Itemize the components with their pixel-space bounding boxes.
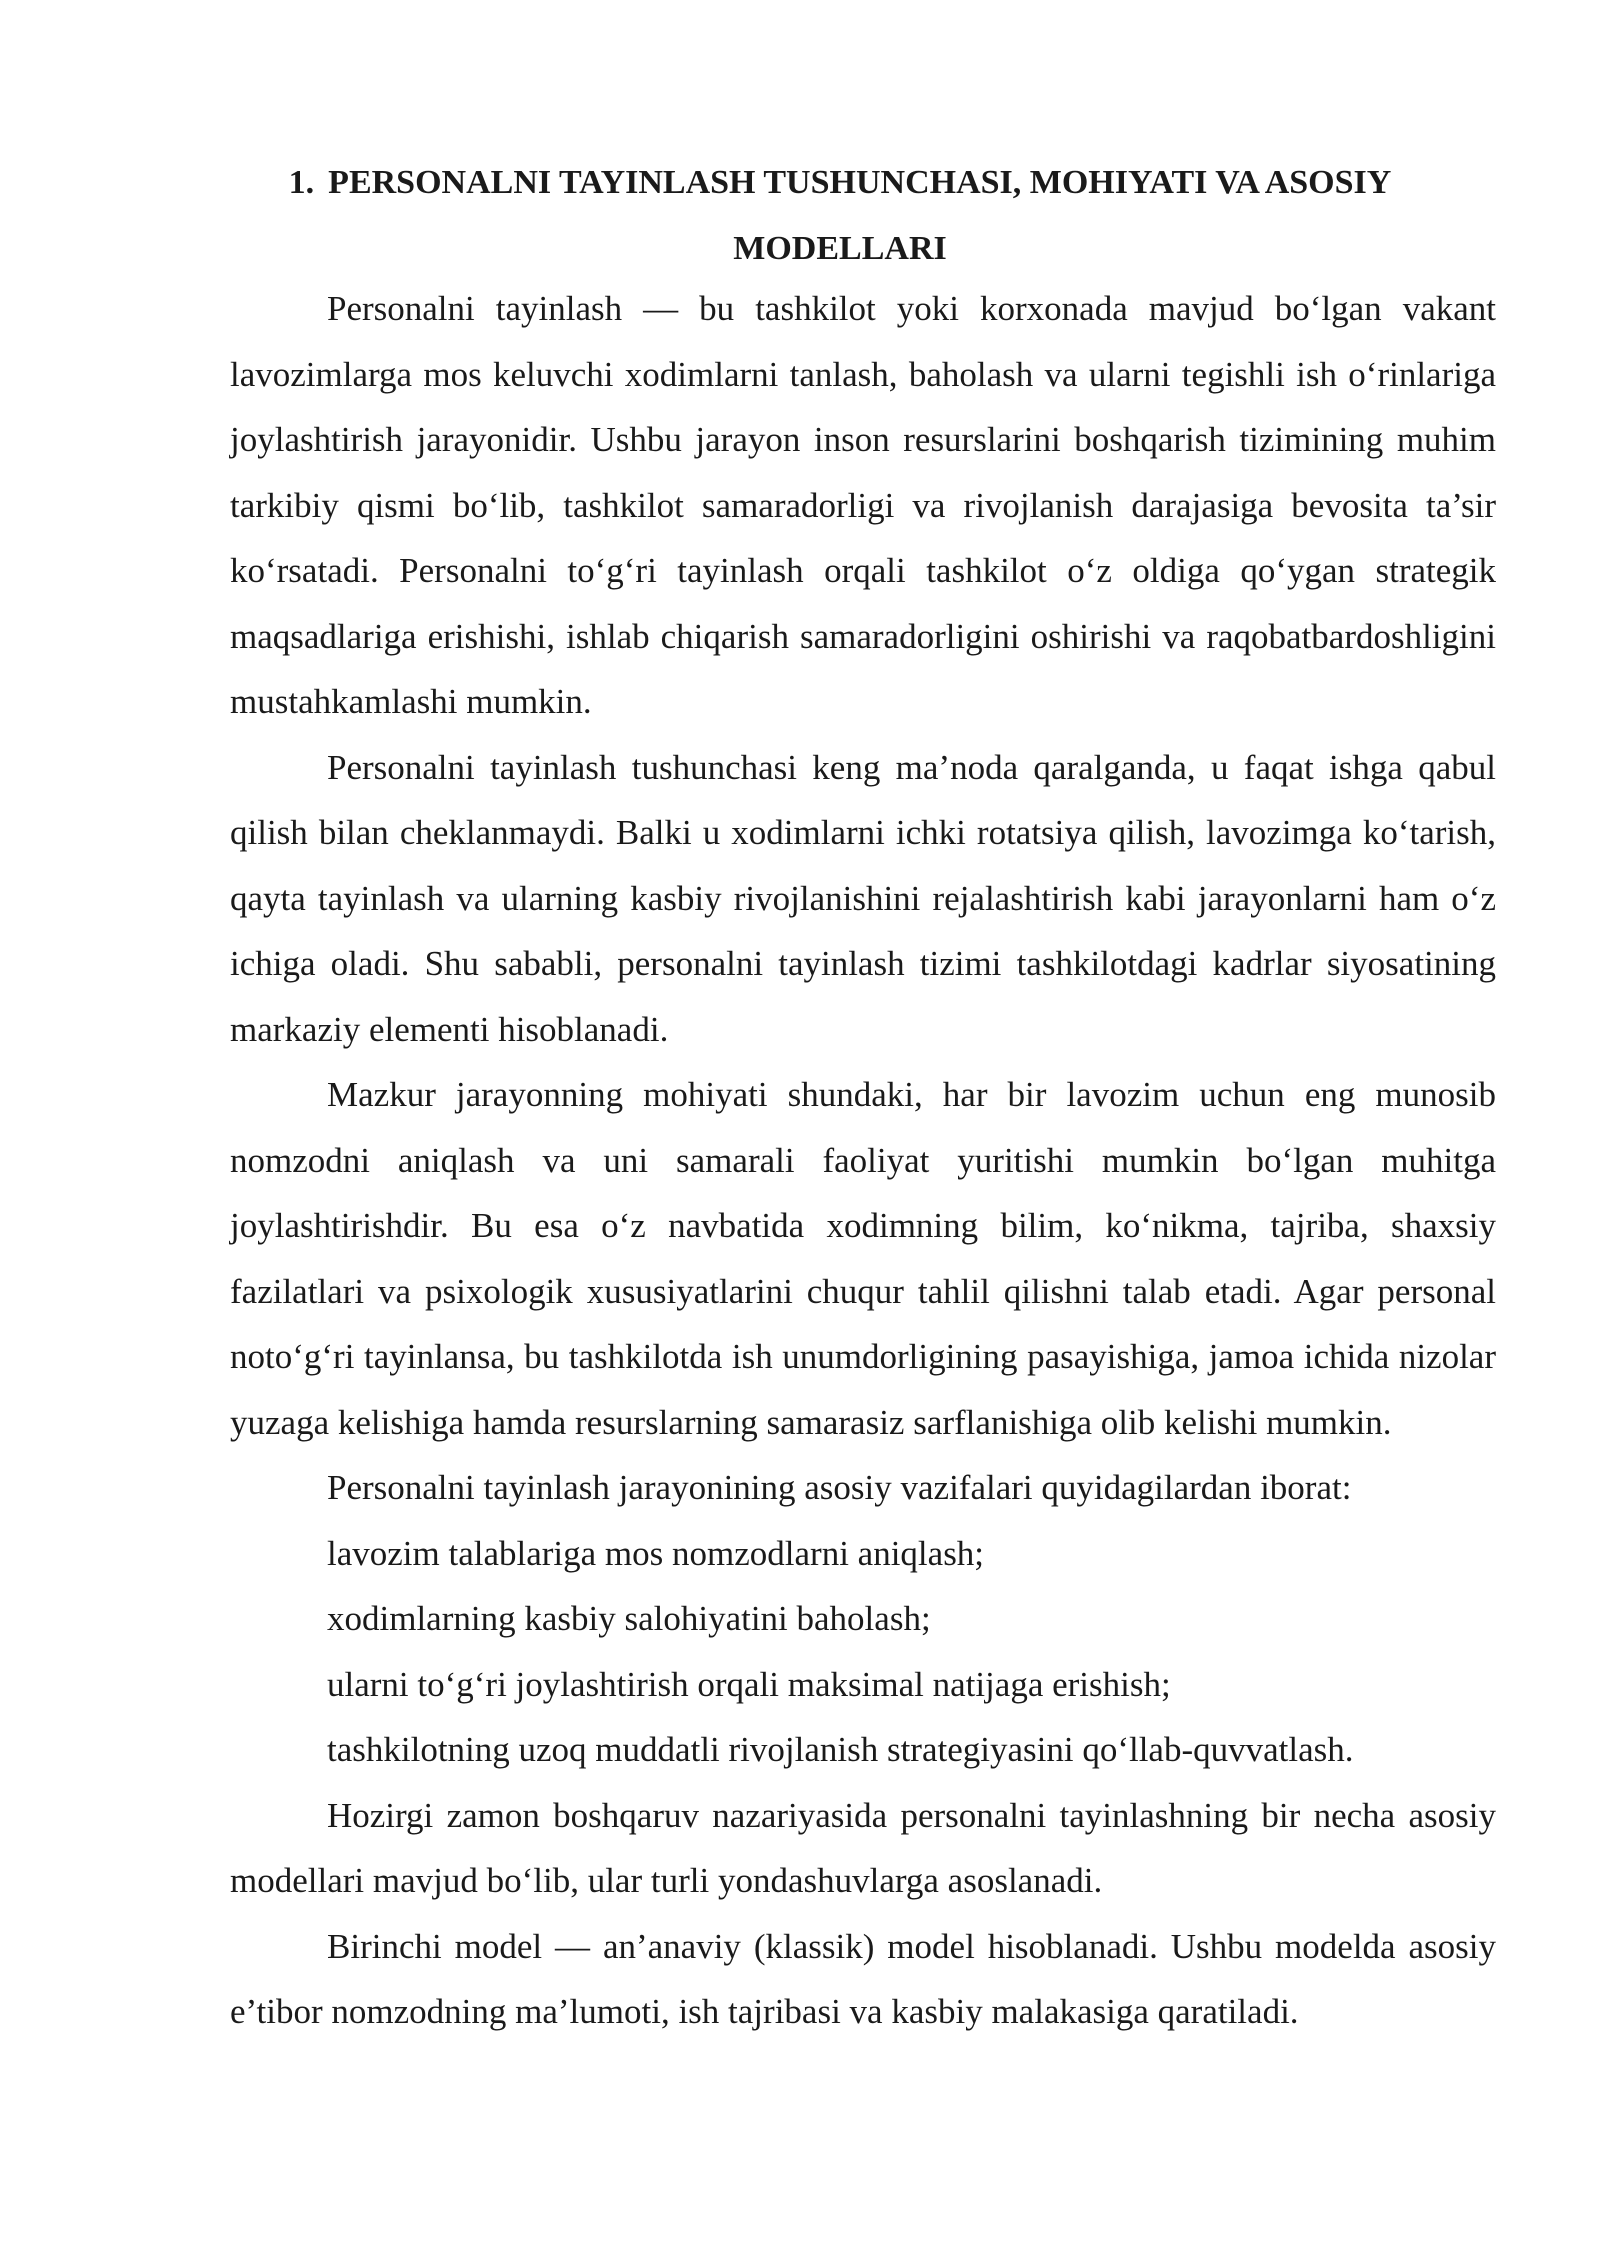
paragraph: Personalni tayinlash tushunchasi keng ma’noda qaralganda, u faqat ishga qabul qilish bilan cheklanmaydi. Balki u xodimlarni ichki rotatsiya qilish, lavozimga ko‘tarish, qayta tayinlash va ularning kasbiy rivojlanishini rejalashtirish kabi jarayonlarni ham o‘z ichiga oladi. Shu sababli, personalni tayinlash tizimi tashkilotdagi kadrlar siyosatining markaziy elementi hisoblanadi. — [230, 747, 1496, 1049]
document-body — [230, 276, 1496, 2045]
section-title: PERSONALNI TAYINLASH TUSHUNCHASI, MOHIYATI VA ASOSIY MODELLARI — [328, 164, 1392, 267]
paragraph: Mazkur jarayonning mohiyati shundaki, har bir lavozim uchun eng munosib nomzodni aniqlash va uni samarali faoliyat yuritishi mumkin bo‘lgan muhitga joylashtirishdir. Bu esa o‘z navbatida xodimning bilim, ko‘nikma, tajriba, shaxsiy fazilatlari va psixologik xususiyatlarini chuqur tahlil qilishni talab etadi. Agar personal noto‘g‘ri tayinlansa, bu tashkilotda ish unumdorligining pasayishiga, jamoa ichida nizolar yuzaga kelishiga hamda resurslarning samarasiz sarflanishiga olib kelishi mumkin. — [230, 1075, 1496, 1442]
list-item: tashkilotning uzoq muddatli rivojlanish strategiyasini qo‘llab-quvvatlash. — [327, 1730, 1354, 1769]
paragraph: Birinchi model — an’anaviy (klassik) model hisoblanadi. Ushbu modelda asosiy e’tibor nomzodning ma’lumoti, ish tajribasi va kasbiy malakasiga qaratiladi. — [230, 1926, 1496, 2031]
section-heading — [210, 150, 1470, 282]
list-item: xodimlarning kasbiy salohiyatini baholash; — [327, 1599, 931, 1638]
list-intro: Personalni tayinlash jarayonining asosiy vazifalari quyidagilardan iborat: — [327, 1468, 1352, 1507]
list-item: ularni to‘g‘ri joylashtirish orqali maksimal natijaga erishish; — [327, 1664, 1171, 1704]
list-item: lavozim talablariga mos nomzodlarni aniqlash; — [327, 1533, 985, 1573]
paragraph: Hozirgi zamon boshqaruv nazariyasida personalni tayinlashning bir necha asosiy modellari mavjud bo‘lib, ular turli yondashuvlarga asoslanadi. — [230, 1795, 1496, 1900]
section-number: 1. — [288, 164, 315, 201]
paragraph: Personalni tayinlash — bu tashkilot yoki korxonada mavjud bo‘lgan vakant lavozimlarga mos keluvchi xodimlarni tanlash, baholash va ularni tegishli ish o‘rinlariga joylashtirish jarayonidir. Ushbu jarayon inson resurslarini boshqarish tizimining muhim tarkibiy qismi bo‘lib, tashkilot samaradorligi va rivojlanish darajasiga bevosita ta’sir ko‘rsatadi. Personalni to‘g‘ri tayinlash orqali tashkilot o‘z oldiga qo‘ygan strategik maqsadlariga erishishi, ishlab chiqarish samaradorligini oshirishi va raqobatbardoshligini mustahkamlashi mumkin. — [230, 289, 1496, 721]
